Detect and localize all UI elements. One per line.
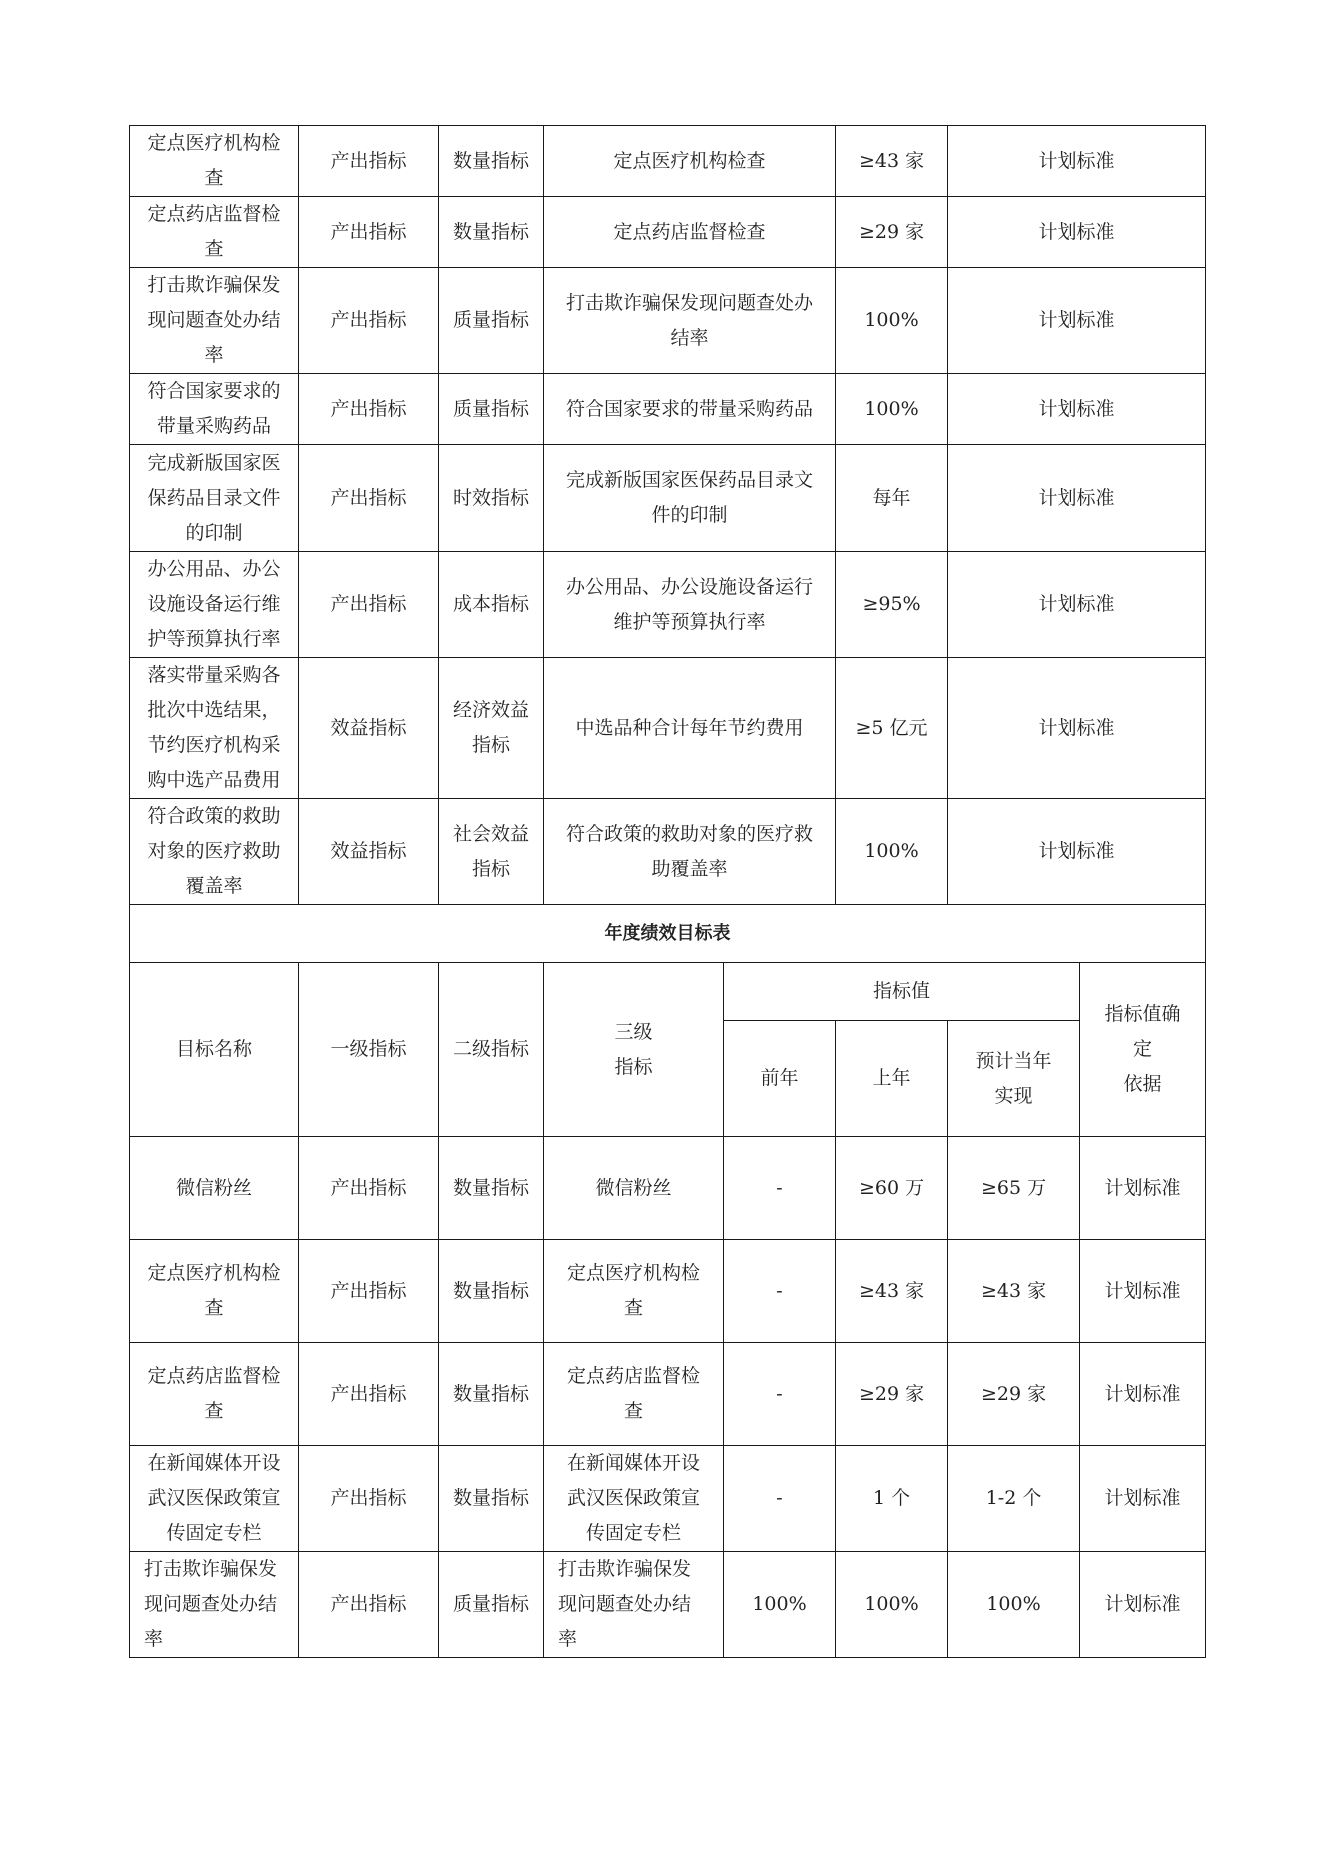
level3-indicator-cell: 定点药店监督检 查	[544, 1343, 724, 1446]
prev-year-value: 100%	[724, 1552, 836, 1658]
level1-indicator-cell: 效益指标	[299, 799, 439, 905]
indicator-value-cell: ≥43 家	[836, 126, 948, 197]
basis-cell: 计划标准	[1080, 1446, 1206, 1552]
header-indicator-value: 指标值	[724, 963, 1080, 1021]
table-row	[130, 268, 1206, 374]
level2-indicator-cell: 成本指标	[439, 552, 544, 658]
table-row	[130, 1240, 1206, 1343]
level1-indicator-cell: 产出指标	[299, 197, 439, 268]
expected-value: ≥43 家	[948, 1240, 1080, 1343]
target-name-cell: 落实带量采购各 批次中选结果， 节约医疗机构采 购中选产品费用	[130, 658, 299, 799]
last-year-value: ≥60 万	[836, 1137, 948, 1240]
table-row	[130, 552, 1206, 658]
level3-indicator-cell: 打击欺诈骗保发现问题查处办 结率	[544, 268, 836, 374]
expected-value: ≥29 家	[948, 1343, 1080, 1446]
basis-cell: 计划标准	[948, 445, 1206, 552]
target-name-cell: 定点医疗机构检 查	[130, 1240, 299, 1343]
header-basis: 指标值确 定 依据	[1080, 963, 1206, 1137]
level3-indicator-cell: 打击欺诈骗保发 现问题查处办结 率	[544, 1552, 724, 1658]
level2-indicator-cell: 数量指标	[439, 1446, 544, 1552]
level2-indicator-cell: 数量指标	[439, 1343, 544, 1446]
basis-cell: 计划标准	[1080, 1552, 1206, 1658]
performance-target-table	[129, 125, 1206, 1658]
level2-indicator-cell: 质量指标	[439, 268, 544, 374]
table-row	[130, 1137, 1206, 1240]
basis-cell: 计划标准	[948, 658, 1206, 799]
level2-indicator-cell: 质量指标	[439, 1552, 544, 1658]
target-name-cell: 符合国家要求的 带量采购药品	[130, 374, 299, 445]
expected-value: 1-2 个	[948, 1446, 1080, 1552]
performance-target-page	[129, 125, 1205, 1658]
target-name-cell: 定点药店监督检 查	[130, 1343, 299, 1446]
basis-cell: 计划标准	[1080, 1137, 1206, 1240]
header-row	[130, 963, 1206, 1021]
target-name-cell: 微信粉丝	[130, 1137, 299, 1240]
last-year-value: 100%	[836, 1552, 948, 1658]
table-title-row	[130, 905, 1206, 963]
basis-cell: 计划标准	[948, 126, 1206, 197]
level3-indicator-cell: 在新闻媒体开设 武汉医保政策宣 传固定专栏	[544, 1446, 724, 1552]
indicator-value-cell: 100%	[836, 374, 948, 445]
target-name-cell: 打击欺诈骗保发 现问题查处办结 率	[130, 1552, 299, 1658]
table-row	[130, 126, 1206, 197]
level1-indicator-cell: 产出指标	[299, 1552, 439, 1658]
level2-indicator-cell: 质量指标	[439, 374, 544, 445]
level3-indicator-cell: 完成新版国家医保药品目录文 件的印制	[544, 445, 836, 552]
level1-indicator-cell: 产出指标	[299, 268, 439, 374]
header-level3: 三级 指标	[544, 963, 724, 1137]
table-title: 年度绩效目标表	[130, 905, 1206, 963]
level3-indicator-cell: 定点医疗机构检查	[544, 126, 836, 197]
header-expected: 预计当年 实现	[948, 1021, 1080, 1137]
basis-cell: 计划标准	[948, 374, 1206, 445]
table-row	[130, 1446, 1206, 1552]
table-row	[130, 1552, 1206, 1658]
level2-indicator-cell: 数量指标	[439, 1137, 544, 1240]
level3-indicator-cell: 办公用品、办公设施设备运行 维护等预算执行率	[544, 552, 836, 658]
indicator-value-cell: ≥5 亿元	[836, 658, 948, 799]
last-year-value: ≥43 家	[836, 1240, 948, 1343]
last-year-value: 1 个	[836, 1446, 948, 1552]
level2-indicator-cell: 数量指标	[439, 126, 544, 197]
target-name-cell: 定点药店监督检 查	[130, 197, 299, 268]
level2-indicator-cell: 社会效益 指标	[439, 799, 544, 905]
basis-cell: 计划标准	[948, 799, 1206, 905]
table-row	[130, 658, 1206, 799]
level1-indicator-cell: 产出指标	[299, 1240, 439, 1343]
level2-indicator-cell: 时效指标	[439, 445, 544, 552]
target-name-cell: 办公用品、办公 设施设备运行维 护等预算执行率	[130, 552, 299, 658]
table-row	[130, 197, 1206, 268]
level3-indicator-cell: 符合国家要求的带量采购药品	[544, 374, 836, 445]
expected-value: 100%	[948, 1552, 1080, 1658]
target-name-cell: 定点医疗机构检 查	[130, 126, 299, 197]
header-target-name: 目标名称	[130, 963, 299, 1137]
target-name-cell: 打击欺诈骗保发 现问题查处办结 率	[130, 268, 299, 374]
level1-indicator-cell: 产出指标	[299, 126, 439, 197]
level1-indicator-cell: 产出指标	[299, 1446, 439, 1552]
indicator-value-cell: ≥29 家	[836, 197, 948, 268]
target-name-cell: 完成新版国家医 保药品目录文件 的印制	[130, 445, 299, 552]
table-row	[130, 1343, 1206, 1446]
table-row	[130, 445, 1206, 552]
basis-cell: 计划标准	[948, 268, 1206, 374]
indicator-value-cell: 100%	[836, 268, 948, 374]
basis-cell: 计划标准	[948, 552, 1206, 658]
level1-indicator-cell: 产出指标	[299, 374, 439, 445]
table-row	[130, 799, 1206, 905]
header-last-year: 上年	[836, 1021, 948, 1137]
prev-year-value: -	[724, 1343, 836, 1446]
level1-indicator-cell: 产出指标	[299, 1343, 439, 1446]
indicator-value-cell: 100%	[836, 799, 948, 905]
last-year-value: ≥29 家	[836, 1343, 948, 1446]
header-prev-year: 前年	[724, 1021, 836, 1137]
level3-indicator-cell: 中选品种合计每年节约费用	[544, 658, 836, 799]
table-row	[130, 374, 1206, 445]
level1-indicator-cell: 产出指标	[299, 552, 439, 658]
indicator-value-cell: 每年	[836, 445, 948, 552]
level1-indicator-cell: 产出指标	[299, 445, 439, 552]
basis-cell: 计划标准	[948, 197, 1206, 268]
level1-indicator-cell: 效益指标	[299, 658, 439, 799]
level1-indicator-cell: 产出指标	[299, 1137, 439, 1240]
target-name-cell: 在新闻媒体开设 武汉医保政策宣 传固定专栏	[130, 1446, 299, 1552]
level2-indicator-cell: 数量指标	[439, 1240, 544, 1343]
prev-year-value: -	[724, 1240, 836, 1343]
header-level1: 一级指标	[299, 963, 439, 1137]
level3-indicator-cell: 符合政策的救助对象的医疗救 助覆盖率	[544, 799, 836, 905]
prev-year-value: -	[724, 1137, 836, 1240]
target-name-cell: 符合政策的救助 对象的医疗救助 覆盖率	[130, 799, 299, 905]
expected-value: ≥65 万	[948, 1137, 1080, 1240]
prev-year-value: -	[724, 1446, 836, 1552]
level3-indicator-cell: 微信粉丝	[544, 1137, 724, 1240]
level2-indicator-cell: 经济效益 指标	[439, 658, 544, 799]
basis-cell: 计划标准	[1080, 1343, 1206, 1446]
level3-indicator-cell: 定点医疗机构检 查	[544, 1240, 724, 1343]
header-level2: 二级指标	[439, 963, 544, 1137]
level2-indicator-cell: 数量指标	[439, 197, 544, 268]
basis-cell: 计划标准	[1080, 1240, 1206, 1343]
indicator-value-cell: ≥95%	[836, 552, 948, 658]
level3-indicator-cell: 定点药店监督检查	[544, 197, 836, 268]
